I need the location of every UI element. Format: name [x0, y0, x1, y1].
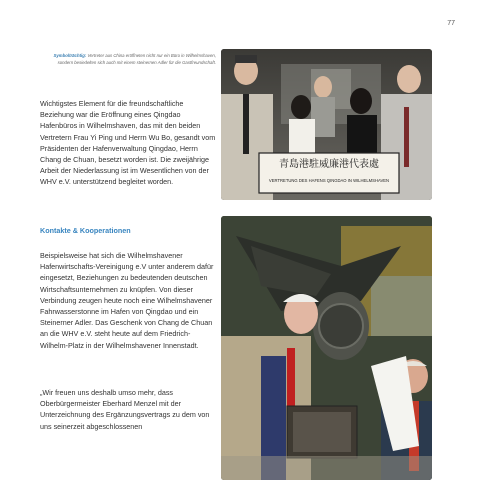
sign-chinese-text: 青島港駐威廉港代表處	[279, 159, 379, 170]
stone-eagle-photo-image	[221, 216, 432, 480]
stone-eagle-photo	[221, 216, 432, 480]
sign-german-text: VERTRETUNG DES HAFENS QINGDAO IN WILHELMSHAVEN	[268, 178, 390, 183]
office-opening-photo-image	[221, 49, 432, 200]
page-number: 77	[447, 20, 455, 27]
paragraph-contacts: Beispielsweise hat sich die Wilhelmshavener Hafenwirtschafts-Vereinigung e.V unter anderem dafür eingesetzt, Beziehungen zu bedeutenden deutschen Wirtschaftsunternehmen zu knüpfen. Von dieser Verbindung zeugen heute noch eine Wilhelmshavener Fahrwasserstonne im Hafen von Qingdao und ein Steinerner Adler. Das Geschenk von Chang de Chuan an die WHV e.V. steht heute auf dem Friedrich-Wilhelm-Platz in der Wilhelmshavener Innenstadt.	[40, 251, 214, 350]
photo-caption	[50, 53, 216, 66]
office-opening-photo	[221, 49, 432, 200]
section-heading: Kontakte & Kooperationen	[40, 226, 131, 235]
caption-text: Vertreter aus China eröffneten nicht nur ein Büro in Wilhelmshaven, sondern besiedelten sich auch mit einem steinernen Adler für die Gastfreundschaft.	[57, 53, 216, 65]
caption-lead: Symbolträchtig:	[53, 53, 87, 58]
paragraph-office-opening: Wichtigstes Element für die freundschaftliche Beziehung war die Eröffnung eines Qingdao Hafenbüros in Wilhelmshaven, das mit den beiden Vertretern Frau Yi Ping und Herrn Wu Bo, gesandt vom Präsidenten der Hafenverwaltung Qingdao, Herrn Chang de Chuan, besetzt worden ist. Die zweijährige Arbeit der Niederlassung ist im Wesentlichen von der WHV e.V. unterstützend begleitet worden.	[40, 99, 216, 187]
paragraph-quote: „Wir freuen uns deshalb umso mehr, dass Oberbürgermeister Eberhard Menzel mit der Unterzeichnung des Ergänzungsvertrags zu dem von uns seinerzeit abgeschlossenen	[40, 388, 210, 431]
